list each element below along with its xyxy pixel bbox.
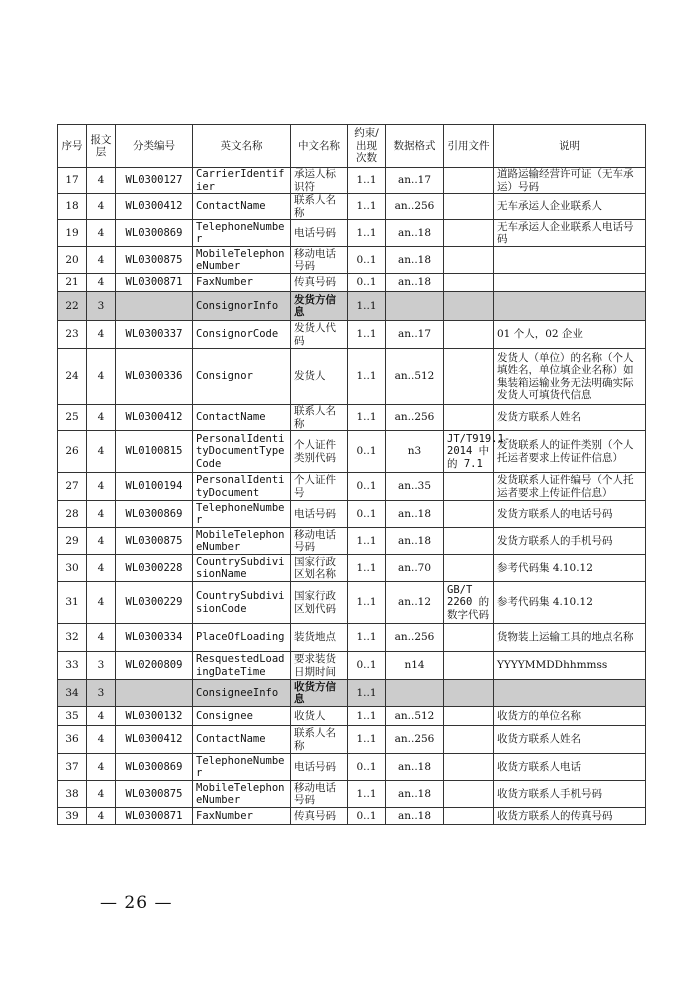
- cell-constraint: 1..1: [348, 220, 386, 247]
- cell-level: 4: [87, 194, 116, 220]
- cell-level: 3: [87, 680, 116, 707]
- cell-desc: 收货方联系人姓名: [494, 726, 646, 754]
- cell-en-name: Consignor: [193, 349, 291, 405]
- cell-level: 4: [87, 168, 116, 194]
- cell-en-name: CountrySubdivisionCode: [193, 582, 291, 624]
- cell-en-name: TelephoneNumber: [193, 754, 291, 781]
- cell-code: WL0300869: [116, 754, 193, 781]
- cell-desc: 道路运输经营许可证（无车承运）号码: [494, 168, 646, 194]
- cell-constraint: 1..1: [348, 349, 386, 405]
- table-row: [58, 808, 646, 825]
- cell-seq: 34: [58, 680, 87, 707]
- cell-desc: 收货方联系人的传真号码: [494, 808, 646, 825]
- cell-level: 4: [87, 431, 116, 473]
- cell-cn-name: 个人证件号: [291, 473, 348, 501]
- cell-en-name: CarrierIdentifier: [193, 168, 291, 194]
- cell-seq: 31: [58, 582, 87, 624]
- cell-seq: 36: [58, 726, 87, 754]
- cell-constraint: 0..1: [348, 808, 386, 825]
- cell-ref: [444, 726, 494, 754]
- cell-seq: 33: [58, 652, 87, 680]
- cell-constraint: 1..1: [348, 168, 386, 194]
- cell-cn-name: 电话号码: [291, 754, 348, 781]
- cell-format: an..18: [386, 220, 444, 247]
- cell-constraint: 1..1: [348, 707, 386, 726]
- cell-format: an..256: [386, 624, 444, 652]
- cell-constraint: 1..1: [348, 680, 386, 707]
- cell-constraint: 0..1: [348, 274, 386, 292]
- cell-code: WL0300875: [116, 528, 193, 555]
- data-element-table: [57, 124, 646, 825]
- cell-desc: 货物装上运输工具的地点名称: [494, 624, 646, 652]
- cell-en-name: PersonalIdentityDocument: [193, 473, 291, 501]
- cell-level: 4: [87, 321, 116, 349]
- header-cn-name: 中文名称: [291, 125, 348, 168]
- cell-cn-name: 装货地点: [291, 624, 348, 652]
- cell-en-name: ResquestedLoadingDateTime: [193, 652, 291, 680]
- cell-seq: 24: [58, 349, 87, 405]
- cell-cn-name: 个人证件类别代码: [291, 431, 348, 473]
- table-row: [58, 781, 646, 808]
- table-row: [58, 754, 646, 781]
- cell-format: an..18: [386, 808, 444, 825]
- cell-code: WL0300229: [116, 582, 193, 624]
- cell-cn-name: 收货方信息: [291, 680, 348, 707]
- cell-code: WL0300871: [116, 808, 193, 825]
- cell-en-name: ConsignorCode: [193, 321, 291, 349]
- page-number: — 26 —: [100, 893, 173, 913]
- cell-constraint: 1..1: [348, 528, 386, 555]
- table-row: [58, 582, 646, 624]
- cell-constraint: 0..1: [348, 473, 386, 501]
- table-row: [58, 194, 646, 220]
- cell-ref: GB/T 2260 的数字代码: [444, 582, 494, 624]
- cell-en-name: TelephoneNumber: [193, 501, 291, 528]
- cell-seq: 20: [58, 247, 87, 274]
- cell-level: 4: [87, 582, 116, 624]
- table-row: [58, 555, 646, 582]
- cell-desc: 无车承运人企业联系人: [494, 194, 646, 220]
- cell-cn-name: 国家行政区划代码: [291, 582, 348, 624]
- cell-desc: 参考代码集 4.10.12: [494, 582, 646, 624]
- cell-ref: [444, 220, 494, 247]
- table-row: [58, 652, 646, 680]
- cell-en-name: PlaceOfLoading: [193, 624, 291, 652]
- cell-ref: [444, 781, 494, 808]
- cell-en-name: CountrySubdivisionName: [193, 555, 291, 582]
- table-row: [58, 726, 646, 754]
- cell-format: an..12: [386, 582, 444, 624]
- cell-format: an..256: [386, 726, 444, 754]
- cell-cn-name: 电话号码: [291, 220, 348, 247]
- cell-code: [116, 292, 193, 321]
- cell-code: WL0300337: [116, 321, 193, 349]
- cell-seq: 27: [58, 473, 87, 501]
- header-format: 数据格式: [386, 125, 444, 168]
- cell-format: an..512: [386, 349, 444, 405]
- cell-format: an..35: [386, 473, 444, 501]
- header-desc: 说明: [494, 125, 646, 168]
- cell-en-name: ConsigneeInfo: [193, 680, 291, 707]
- table-row: [58, 349, 646, 405]
- cell-code: [116, 680, 193, 707]
- cell-desc: 参考代码集 4.10.12: [494, 555, 646, 582]
- cell-seq: 38: [58, 781, 87, 808]
- cell-code: WL0300127: [116, 168, 193, 194]
- cell-seq: 21: [58, 274, 87, 292]
- cell-code: WL0300412: [116, 405, 193, 431]
- cell-constraint: 1..1: [348, 781, 386, 808]
- cell-cn-name: 电话号码: [291, 501, 348, 528]
- cell-constraint: 1..1: [348, 292, 386, 321]
- cell-desc: [494, 247, 646, 274]
- header-constraint: 约束/出现次数: [348, 125, 386, 168]
- cell-format: an..256: [386, 405, 444, 431]
- cell-seq: 22: [58, 292, 87, 321]
- cell-seq: 19: [58, 220, 87, 247]
- cell-seq: 28: [58, 501, 87, 528]
- cell-seq: 23: [58, 321, 87, 349]
- cell-code: WL0300334: [116, 624, 193, 652]
- cell-ref: [444, 194, 494, 220]
- table-row: [58, 274, 646, 292]
- cell-en-name: TelephoneNumber: [193, 220, 291, 247]
- cell-level: 4: [87, 555, 116, 582]
- cell-desc: [494, 274, 646, 292]
- cell-desc: 发货方联系人的电话号码: [494, 501, 646, 528]
- cell-constraint: 1..1: [348, 582, 386, 624]
- cell-cn-name: 发货方信息: [291, 292, 348, 321]
- header-seq: 序号: [58, 125, 87, 168]
- cell-constraint: 0..1: [348, 754, 386, 781]
- table-row: [58, 624, 646, 652]
- cell-desc: 收货方联系人电话: [494, 754, 646, 781]
- group-row: [58, 292, 646, 321]
- cell-level: 4: [87, 349, 116, 405]
- cell-format: an..18: [386, 528, 444, 555]
- cell-level: 4: [87, 274, 116, 292]
- cell-format: an..18: [386, 781, 444, 808]
- cell-constraint: 0..1: [348, 247, 386, 274]
- table-row: [58, 431, 646, 473]
- table-row: [58, 707, 646, 726]
- cell-level: 3: [87, 292, 116, 321]
- cell-code: WL0200809: [116, 652, 193, 680]
- cell-code: WL0300336: [116, 349, 193, 405]
- table-row: [58, 473, 646, 501]
- cell-desc: 发货联系人证件编号（个人托运者要求上传证件信息）: [494, 473, 646, 501]
- cell-ref: [444, 405, 494, 431]
- cell-desc: 发货人（单位）的名称（个人填姓名，单位填企业名称）如集装箱运输业务无法明确实际发货人可填货代信息: [494, 349, 646, 405]
- cell-seq: 39: [58, 808, 87, 825]
- table-row: [58, 321, 646, 349]
- cell-format: [386, 680, 444, 707]
- cell-constraint: 1..1: [348, 726, 386, 754]
- cell-ref: [444, 754, 494, 781]
- cell-format: an..256: [386, 194, 444, 220]
- cell-constraint: 1..1: [348, 321, 386, 349]
- cell-desc: [494, 292, 646, 321]
- header-level: 报文层: [87, 125, 116, 168]
- cell-format: an..70: [386, 555, 444, 582]
- cell-cn-name: 联系人名称: [291, 726, 348, 754]
- cell-ref: [444, 321, 494, 349]
- cell-ref: [444, 349, 494, 405]
- cell-en-name: FaxNumber: [193, 274, 291, 292]
- cell-en-name: MobileTelephoneNumber: [193, 781, 291, 808]
- cell-en-name: ConsignorInfo: [193, 292, 291, 321]
- cell-code: WL0300228: [116, 555, 193, 582]
- cell-desc: 发货方联系人的手机号码: [494, 528, 646, 555]
- cell-level: 4: [87, 405, 116, 431]
- cell-desc: [494, 680, 646, 707]
- cell-constraint: 0..1: [348, 652, 386, 680]
- cell-seq: 32: [58, 624, 87, 652]
- cell-constraint: 0..1: [348, 501, 386, 528]
- cell-format: an..17: [386, 321, 444, 349]
- table-row: [58, 247, 646, 274]
- cell-ref: [444, 555, 494, 582]
- cell-code: WL0300875: [116, 781, 193, 808]
- cell-desc: 收货方联系人手机号码: [494, 781, 646, 808]
- cell-ref: [444, 528, 494, 555]
- table-row: [58, 168, 646, 194]
- cell-cn-name: 收货人: [291, 707, 348, 726]
- cell-constraint: 1..1: [348, 555, 386, 582]
- cell-constraint: 1..1: [348, 405, 386, 431]
- cell-ref: [444, 274, 494, 292]
- cell-code: WL0300869: [116, 501, 193, 528]
- cell-code: WL0100815: [116, 431, 193, 473]
- cell-cn-name: 发货人代码: [291, 321, 348, 349]
- cell-desc: 无车承运人企业联系人电话号码: [494, 220, 646, 247]
- cell-level: 4: [87, 473, 116, 501]
- cell-en-name: FaxNumber: [193, 808, 291, 825]
- table-row: [58, 405, 646, 431]
- header-en-name: 英文名称: [193, 125, 291, 168]
- cell-en-name: Consignee: [193, 707, 291, 726]
- cell-constraint: 1..1: [348, 194, 386, 220]
- cell-seq: 18: [58, 194, 87, 220]
- cell-level: 4: [87, 707, 116, 726]
- cell-format: n3: [386, 431, 444, 473]
- cell-ref: [444, 473, 494, 501]
- cell-format: an..18: [386, 274, 444, 292]
- cell-code: WL0300871: [116, 274, 193, 292]
- cell-code: WL0300869: [116, 220, 193, 247]
- cell-seq: 30: [58, 555, 87, 582]
- group-row: [58, 680, 646, 707]
- cell-en-name: MobileTelephoneNumber: [193, 528, 291, 555]
- cell-level: 4: [87, 624, 116, 652]
- cell-level: 4: [87, 726, 116, 754]
- cell-seq: 17: [58, 168, 87, 194]
- cell-seq: 29: [58, 528, 87, 555]
- cell-ref: [444, 247, 494, 274]
- cell-level: 4: [87, 501, 116, 528]
- table-header-row: [58, 125, 646, 168]
- cell-level: 4: [87, 220, 116, 247]
- cell-code: WL0300875: [116, 247, 193, 274]
- cell-en-name: PersonalIdentityDocumentTypeCode: [193, 431, 291, 473]
- cell-en-name: MobileTelephoneNumber: [193, 247, 291, 274]
- cell-code: WL0100194: [116, 473, 193, 501]
- cell-code: WL0300132: [116, 707, 193, 726]
- cell-format: [386, 292, 444, 321]
- cell-ref: JT/T919.1-2014 中的 7.1: [444, 431, 494, 473]
- cell-desc: YYYYMMDDhhmmss: [494, 652, 646, 680]
- cell-seq: 35: [58, 707, 87, 726]
- header-ref: 引用文件: [444, 125, 494, 168]
- cell-seq: 37: [58, 754, 87, 781]
- cell-ref: [444, 501, 494, 528]
- cell-level: 3: [87, 652, 116, 680]
- cell-format: an..17: [386, 168, 444, 194]
- cell-level: 4: [87, 247, 116, 274]
- table-body: [58, 168, 646, 825]
- cell-cn-name: 传真号码: [291, 274, 348, 292]
- table-row: [58, 528, 646, 555]
- cell-desc: 发货联系人的证件类别（个人托运者要求上传证件信息）: [494, 431, 646, 473]
- table-row: [58, 220, 646, 247]
- cell-constraint: 1..1: [348, 624, 386, 652]
- cell-format: an..18: [386, 247, 444, 274]
- cell-code: WL0300412: [116, 726, 193, 754]
- cell-code: WL0300412: [116, 194, 193, 220]
- cell-format: an..512: [386, 707, 444, 726]
- cell-ref: [444, 808, 494, 825]
- cell-level: 4: [87, 808, 116, 825]
- cell-cn-name: 传真号码: [291, 808, 348, 825]
- cell-desc: 01 个人，02 企业: [494, 321, 646, 349]
- cell-ref: [444, 652, 494, 680]
- cell-format: n14: [386, 652, 444, 680]
- cell-ref: [444, 292, 494, 321]
- cell-format: an..18: [386, 501, 444, 528]
- cell-cn-name: 承运人标识符: [291, 168, 348, 194]
- cell-cn-name: 要求装货日期时间: [291, 652, 348, 680]
- cell-cn-name: 移动电话号码: [291, 781, 348, 808]
- table-row: [58, 501, 646, 528]
- cell-en-name: ContactName: [193, 726, 291, 754]
- cell-ref: [444, 707, 494, 726]
- cell-seq: 26: [58, 431, 87, 473]
- cell-seq: 25: [58, 405, 87, 431]
- cell-desc: 收货方的单位名称: [494, 707, 646, 726]
- cell-desc: 发货方联系人姓名: [494, 405, 646, 431]
- cell-cn-name: 联系人名称: [291, 194, 348, 220]
- cell-ref: [444, 168, 494, 194]
- cell-ref: [444, 680, 494, 707]
- header-code: 分类编号: [116, 125, 193, 168]
- cell-cn-name: 移动电话号码: [291, 528, 348, 555]
- cell-cn-name: 联系人名称: [291, 405, 348, 431]
- cell-format: an..18: [386, 754, 444, 781]
- cell-en-name: ContactName: [193, 405, 291, 431]
- cell-cn-name: 发货人: [291, 349, 348, 405]
- cell-en-name: ContactName: [193, 194, 291, 220]
- cell-level: 4: [87, 781, 116, 808]
- cell-cn-name: 移动电话号码: [291, 247, 348, 274]
- cell-ref: [444, 624, 494, 652]
- cell-constraint: 0..1: [348, 431, 386, 473]
- cell-level: 4: [87, 528, 116, 555]
- cell-cn-name: 国家行政区划名称: [291, 555, 348, 582]
- cell-level: 4: [87, 754, 116, 781]
